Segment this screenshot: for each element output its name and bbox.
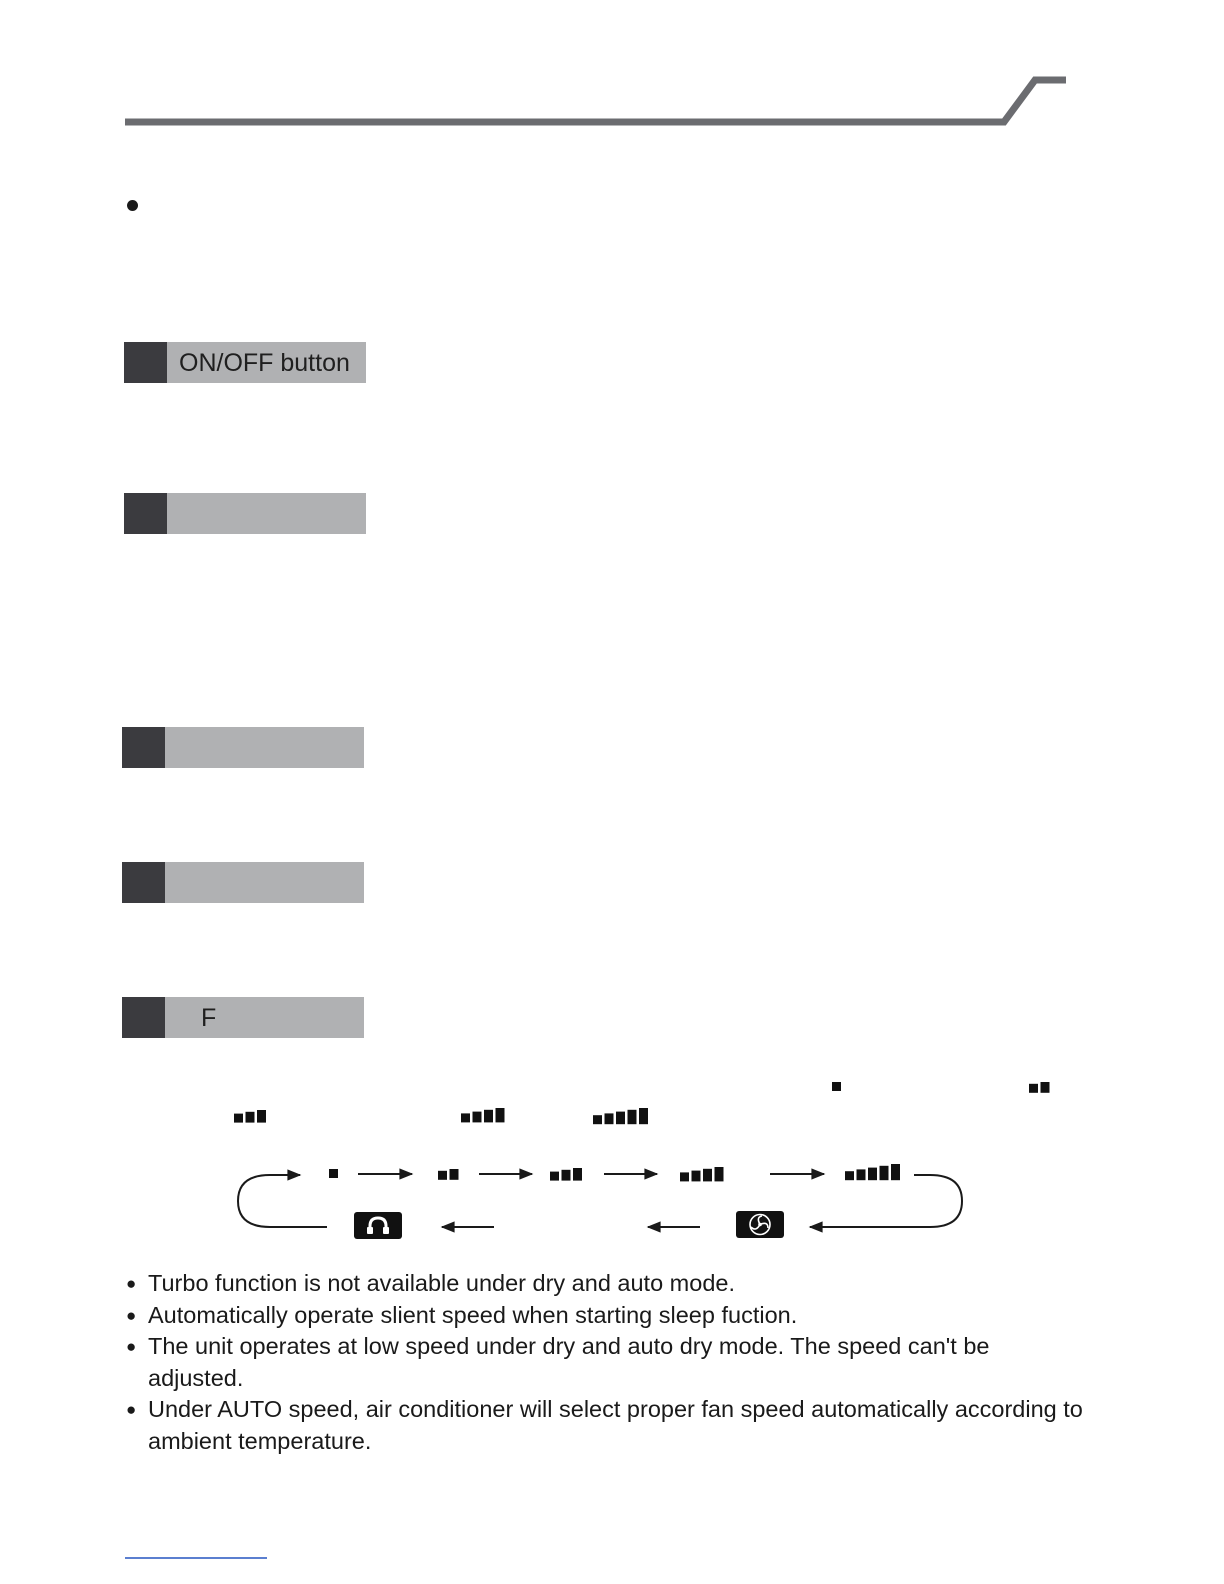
section-bar-3 [122, 727, 364, 768]
fan-speed-level-2-icon [438, 1169, 459, 1180]
speed-bar [857, 1169, 866, 1180]
note-item: ● Under AUTO speed, air conditioner will select proper fan speed automatically according to ambient temperature. [126, 1394, 1086, 1457]
speed-bar [329, 1169, 338, 1178]
speed-bar [461, 1113, 470, 1122]
footer-rule [125, 1557, 267, 1559]
notes-list [126, 1268, 1086, 1457]
speed-bar [562, 1170, 571, 1181]
speed-bar [593, 1115, 602, 1124]
speed-bar [1029, 1084, 1038, 1093]
speed-bar [438, 1171, 447, 1180]
loop-arrow-left [238, 1175, 327, 1227]
section-bar-4 [122, 862, 364, 903]
speed-bar [550, 1172, 559, 1181]
fan-speed-level-3-icon [550, 1168, 582, 1181]
fan-speed-cycle-diagram [230, 1155, 970, 1245]
speed-bar [605, 1113, 614, 1124]
section-number-block [124, 493, 167, 534]
speed-bar [234, 1114, 243, 1123]
header-rule [0, 0, 1224, 140]
fan-icon [736, 1211, 784, 1238]
speed-bar [1041, 1082, 1050, 1093]
section-number-block [122, 997, 165, 1038]
fan-speed-level-4-icon [680, 1167, 724, 1181]
speed-bar [880, 1166, 889, 1180]
speed-bar [484, 1110, 493, 1123]
note-item: ● The unit operates at low speed under dry and auto dry mode. The speed can't be adjusted. [126, 1331, 1086, 1394]
speed-bar [496, 1108, 505, 1122]
note-item: ● Turbo function is not available under dry and auto mode. [126, 1268, 1086, 1300]
speed-bar [573, 1168, 582, 1181]
section-number-block [124, 342, 167, 383]
speed-bar [473, 1112, 482, 1123]
speed-bar [246, 1112, 255, 1123]
speed-bar [715, 1167, 724, 1181]
fan-speed-level-2-icon [1029, 1080, 1055, 1096]
fan-speed-level-5-icon [845, 1164, 900, 1180]
speed-bar [628, 1110, 637, 1124]
section-label: F [201, 1004, 217, 1032]
speed-bar [703, 1169, 712, 1182]
section-number-block [122, 862, 165, 903]
speed-bar [680, 1172, 689, 1181]
speed-bar [616, 1112, 625, 1125]
fan-speed-level-4-icon [461, 1106, 509, 1130]
speed-bar [257, 1110, 266, 1123]
speed-bar [639, 1108, 648, 1124]
fan-speed-level-1-icon [329, 1169, 338, 1178]
bullet-dot [127, 200, 138, 211]
silent-mode-icon [354, 1212, 402, 1239]
speed-bar [450, 1169, 459, 1180]
fan-speed-level-3-icon [234, 1108, 270, 1130]
section-bar-on-off [124, 342, 366, 383]
speed-bar [845, 1171, 854, 1180]
loop-arrow-right [810, 1175, 962, 1227]
section-bar-fan [122, 997, 364, 1038]
fan-speed-level-5-icon [593, 1106, 653, 1131]
speed-bar [832, 1082, 841, 1091]
section-number-block [122, 727, 165, 768]
speed-bar [891, 1164, 900, 1180]
speed-bar [692, 1171, 701, 1182]
section-label: ON/OFF button [179, 349, 350, 377]
fan-speed-level-1-icon [832, 1080, 844, 1096]
section-bar-2 [124, 493, 366, 534]
note-item: ● Automatically operate slient speed when starting sleep fuction. [126, 1300, 1086, 1332]
speed-bar [868, 1168, 877, 1181]
